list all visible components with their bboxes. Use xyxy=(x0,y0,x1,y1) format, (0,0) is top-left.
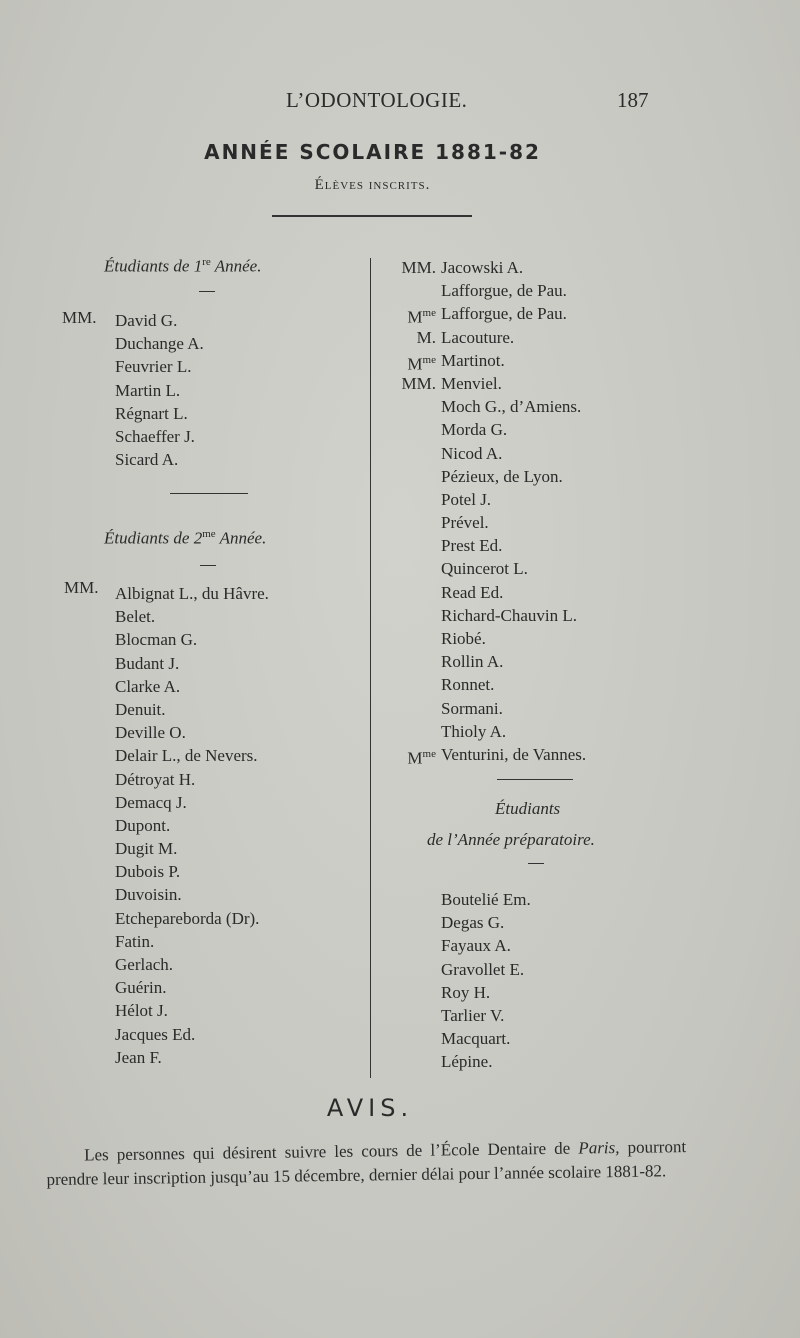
student-name xyxy=(441,673,586,696)
student-name xyxy=(441,604,586,627)
name-text: Nicod A. xyxy=(441,443,503,463)
name-prefix: MM. xyxy=(401,373,436,393)
student-name xyxy=(441,465,586,488)
student-name: Gravollet E. xyxy=(441,959,525,979)
student-name xyxy=(441,511,586,534)
student-name: Etchepareborda (Dr). xyxy=(115,908,260,928)
student-name xyxy=(407,349,586,374)
first-year-heading-end: Année. xyxy=(214,256,262,276)
student-name xyxy=(441,488,586,511)
notice-title: AVIS. xyxy=(326,1094,414,1122)
page-title: ANNÉE SCOLAIRE 1881-82 xyxy=(204,140,541,164)
second-year-heading-text: Étudiants de xyxy=(104,528,190,548)
column-divider xyxy=(370,258,371,1078)
student-name xyxy=(441,442,586,465)
name-prefix: M. xyxy=(416,327,436,347)
name-text: Riobé. xyxy=(441,629,486,648)
first-year-dash xyxy=(199,291,215,292)
second-year-heading-end: Année. xyxy=(219,528,267,548)
student-name: Guérin. xyxy=(115,978,167,998)
student-name xyxy=(441,279,586,302)
student-name: Jacques Ed. xyxy=(115,1024,196,1044)
student-name: Blocman G. xyxy=(115,630,198,650)
name-text: Menviel. xyxy=(441,373,502,393)
student-name: Duchange A. xyxy=(115,334,204,354)
student-name: Dupont. xyxy=(115,815,171,835)
name-text: Prest Ed. xyxy=(441,536,503,556)
student-name: Denuit. xyxy=(115,699,166,719)
first-year-heading-sup: re xyxy=(202,256,211,268)
student-name: Sicard A. xyxy=(115,450,179,470)
second-year-prefix: MM. xyxy=(64,578,99,597)
student-name: Fayaux A. xyxy=(441,936,511,956)
name-prefix: $M^{me}$ xyxy=(407,747,436,768)
name-prefix: $M^{me}$ xyxy=(407,307,436,328)
student-name: Feuvrier L. xyxy=(115,357,192,377)
name-text: Lacouture. xyxy=(441,327,515,347)
name-text: Moch G., d’Amiens. xyxy=(441,397,582,417)
name-text: Ronnet. xyxy=(441,675,495,695)
notice-text xyxy=(46,1135,687,1192)
name-text: Read Ed. xyxy=(441,582,504,602)
student-name xyxy=(407,302,586,328)
name-prefix: $M^{me}$ xyxy=(407,353,436,374)
student-name xyxy=(441,534,586,557)
first-year-list xyxy=(115,309,204,471)
student-name xyxy=(441,395,586,418)
running-title: L’ODONTOLOGIE. xyxy=(286,88,468,112)
student-name: Dubois P. xyxy=(115,862,181,882)
name-text: Richard-Chauvin L. xyxy=(441,605,577,625)
first-year-heading xyxy=(104,256,261,277)
student-name xyxy=(441,697,586,720)
student-name: Gerlach. xyxy=(115,955,174,974)
notice-text-end: pourront prendre leur inscription jusqu’au 15 décembre, dernier délai pour l’année scolaire 1881-82. xyxy=(46,1137,687,1189)
name-text: Lafforgue, de Pau. xyxy=(441,304,567,324)
name-text: Venturini, de Vannes. xyxy=(441,744,587,764)
student-name: Duvoisin. xyxy=(115,885,182,905)
section-rule xyxy=(497,779,573,780)
student-name xyxy=(441,418,586,441)
student-name xyxy=(401,372,586,395)
student-name: Budant J. xyxy=(115,653,180,673)
student-name: Delair L., de Nevers. xyxy=(115,746,258,766)
student-name xyxy=(441,557,586,580)
student-name: Hélot J. xyxy=(115,1001,168,1021)
student-name xyxy=(441,581,586,604)
student-name: Fatin. xyxy=(115,931,155,951)
section-rule xyxy=(170,493,248,494)
student-name: Boutelié Em. xyxy=(441,890,531,909)
student-name: Clarke A. xyxy=(115,676,181,696)
student-name: Dugit M. xyxy=(115,839,178,859)
student-name: David G. xyxy=(115,311,178,330)
student-name: Demacq J. xyxy=(115,792,187,812)
name-text: Quincerot L. xyxy=(441,559,528,579)
student-name: Lépine. xyxy=(441,1052,493,1072)
preparatory-heading-line1: Étudiants xyxy=(495,799,561,818)
notice-text-start: Les personnes qui désirent suivre les cours de l’École Dentaire de xyxy=(84,1138,579,1165)
student-name: Roy H. xyxy=(441,982,491,1002)
title-rule xyxy=(272,215,472,217)
student-name: Albignat L., du Hâvre. xyxy=(115,584,269,603)
student-name: Régnart L. xyxy=(115,403,188,423)
preparatory-heading-line2: de l’Année préparatoire. xyxy=(427,830,595,849)
second-year-heading-sup: me xyxy=(202,528,216,540)
student-name: Degas G. xyxy=(441,913,505,933)
student-name: Détroyat H. xyxy=(115,769,196,789)
student-name: Macquart. xyxy=(441,1029,511,1049)
name-text: Jacowski A. xyxy=(441,258,524,277)
preparatory-list xyxy=(441,888,531,1074)
student-name xyxy=(441,720,586,743)
name-text: Pézieux, de Lyon. xyxy=(441,466,563,486)
student-name: Martin L. xyxy=(115,380,181,400)
name-text: Rollin A. xyxy=(441,652,504,672)
student-name: Jean F. xyxy=(115,1047,162,1067)
second-year-list xyxy=(115,582,269,1069)
student-name xyxy=(441,650,586,673)
name-text: Lafforgue, de Pau. xyxy=(441,281,567,301)
name-text: Prével. xyxy=(441,513,489,533)
first-year-prefix: MM. xyxy=(62,308,97,327)
first-year-heading-text: Étudiants de xyxy=(104,256,190,276)
student-name: Belet. xyxy=(115,607,156,627)
running-head xyxy=(0,88,800,118)
second-year-heading xyxy=(104,528,266,549)
second-year-heading-ordinal: 2 xyxy=(193,528,203,548)
name-text: Martinot. xyxy=(441,350,505,370)
preparatory-dash xyxy=(528,863,544,864)
notice-text-city: Paris, xyxy=(578,1137,620,1158)
name-text: Sormani. xyxy=(441,698,503,718)
name-prefix: MM. xyxy=(401,258,436,277)
student-name xyxy=(416,326,586,349)
first-year-heading-ordinal: 1 xyxy=(193,256,203,276)
page-subtitle: Élèves inscrits. xyxy=(314,177,431,193)
name-text: Morda G. xyxy=(441,420,508,440)
student-name: Deville O. xyxy=(115,723,186,743)
student-name xyxy=(407,743,587,768)
page-number: 187 xyxy=(617,88,649,112)
student-name: Schaeffer J. xyxy=(115,426,195,446)
second-year-dash xyxy=(200,565,216,566)
student-name xyxy=(441,627,586,650)
second-year-list-continued xyxy=(401,256,587,768)
student-name xyxy=(401,256,586,279)
student-name: Tarlier V. xyxy=(441,1005,505,1025)
name-text: Potel J. xyxy=(441,489,492,509)
name-text: Thioly A. xyxy=(441,721,507,741)
